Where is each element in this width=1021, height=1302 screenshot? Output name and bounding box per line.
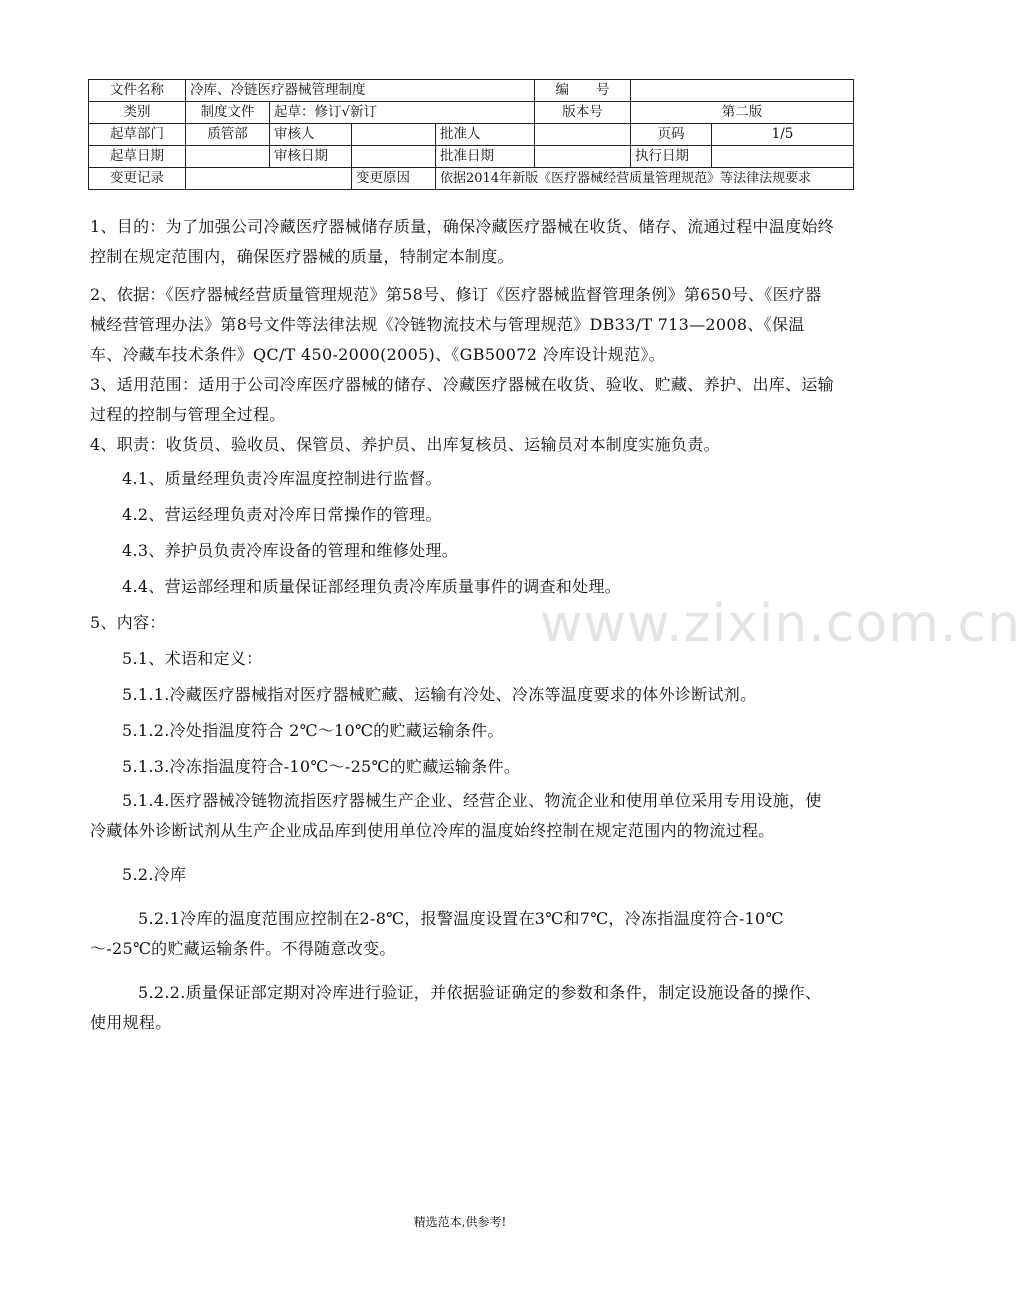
value-draft-dept: 质管部: [186, 124, 270, 146]
value-number: [631, 80, 854, 102]
table-row: [89, 102, 854, 124]
item-4-3: 4.3、养护员负责冷库设备的管理和维修处理。: [122, 541, 459, 560]
table-row: [89, 124, 854, 146]
value-approve-date: [535, 146, 631, 168]
item-5-1: 5.1、术语和定义：: [122, 649, 263, 668]
label-number: 编 号: [535, 80, 631, 102]
section-scope: 3、适用范围：适用于公司冷库医疗器械的储存、冷藏医疗器械在收货、验收、贮藏、养护、出库、运输过程的控制与管理全过程。: [90, 375, 834, 424]
item-5-2-2: 5.2.2.质量保证部定期对冷库进行验证，并依据验证确定的参数和条件，制定设施设备的操作、使用规程。: [90, 983, 822, 1032]
item-5-2: 5.2.冷库: [122, 865, 187, 884]
value-version: 第二版: [631, 102, 854, 124]
value-review-date: [352, 146, 436, 168]
section-responsibility: 4、职责：收货员、验收员、保管员、养护员、出库复核员、运输员对本制度实施负责。: [90, 435, 720, 454]
section-basis: 2、依据：《医疗器械经营质量管理规范》第58号、修订《医疗器械监督管理条例》第650号、《医疗器械经营管理办法》第8号文件等法律法规《冷链物流技术与管理规范》DB33/T 713—2008、《保温车、冷藏车技术条件》QC/T 450-2000(2005)、《GB50072 冷库设计规范》。: [90, 285, 822, 364]
document-header-table: [88, 79, 854, 190]
value-draft-date: [186, 146, 270, 168]
label-page: 页码: [631, 124, 712, 146]
table-row: [89, 80, 854, 102]
table-row: [89, 168, 854, 190]
section-purpose: 1、目的：为了加强公司冷藏医疗器械储存质量，确保冷藏医疗器械在收货、储存、流通过程中温度始终控制在规定范围内，确保医疗器械的质量，特制定本制度。: [90, 217, 834, 266]
watermark-text: www.zixin.com.cn: [540, 594, 1021, 654]
item-5-1-1: 5.1.1.冷藏医疗器械指对医疗器械贮藏、运输有冷处、冷冻等温度要求的体外诊断试剂。: [122, 685, 757, 704]
value-reviewer: [352, 124, 436, 146]
item-5-1-4: 5.1.4.医疗器械冷链物流指医疗器械生产企业、经营企业、物流企业和使用单位采用专用设施，使冷藏体外诊断试剂从生产企业成品库到使用单位冷库的温度始终控制在规定范围内的物流过程。: [90, 791, 822, 840]
label-file-name: 文件名称: [89, 80, 186, 102]
item-4-2: 4.2、营运经理负责对冷库日常操作的管理。: [122, 505, 442, 524]
item-5-1-2: 5.1.2.冷处指温度符合 2℃～10℃的贮藏运输条件。: [122, 721, 504, 740]
label-change-reason: 变更原因: [352, 168, 436, 190]
value-change-reason: 依据2014年新版《医疗器械经营质量管理规范》等法律法规要求: [436, 168, 854, 190]
value-category: 制度文件: [186, 102, 270, 124]
item-4-4: 4.4、营运部经理和质量保证部经理负责冷库质量事件的调查和处理。: [122, 577, 622, 596]
label-version: 版本号: [535, 102, 631, 124]
label-effective-date: 执行日期: [631, 146, 712, 168]
table-row: [89, 146, 854, 168]
page-footer: 精选范本,供参考!: [413, 1215, 507, 1229]
label-reviewer: 审核人: [270, 124, 352, 146]
value-draft-type: 起草：修订√新订: [270, 102, 535, 124]
value-page: 1/5: [712, 124, 854, 146]
label-draft-date: 起草日期: [89, 146, 186, 168]
value-change-record: [186, 168, 352, 190]
section-content: 5、内容：: [90, 613, 166, 632]
value-approver: [535, 124, 631, 146]
label-draft-dept: 起草部门: [89, 124, 186, 146]
item-4-1: 4.1、质量经理负责冷库温度控制进行监督。: [122, 469, 442, 488]
label-category: 类别: [89, 102, 186, 124]
label-review-date: 审核日期: [270, 146, 352, 168]
value-effective-date: [712, 146, 854, 168]
label-approver: 批准人: [436, 124, 535, 146]
item-5-2-1: 5.2.1冷库的温度范围应控制在2-8℃，报警温度设置在3℃和7℃，冷冻指温度符合-10℃～-25℃的贮藏运输条件。不得随意改变。: [90, 909, 784, 958]
value-file-name: 冷库、冷链医疗器械管理制度: [186, 80, 535, 102]
label-approve-date: 批准日期: [436, 146, 535, 168]
item-5-1-3: 5.1.3.冷冻指温度符合-10℃～-25℃的贮藏运输条件。: [122, 757, 521, 776]
label-change-record: 变更记录: [89, 168, 186, 190]
